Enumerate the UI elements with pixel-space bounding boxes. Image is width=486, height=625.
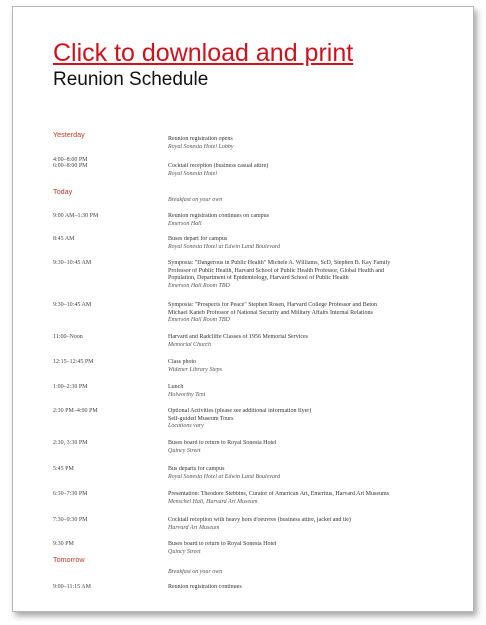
event-details bbox=[168, 334, 453, 349]
event-details bbox=[168, 384, 453, 399]
event-details bbox=[168, 541, 453, 556]
event-description: Cocktail reception with heavy hors d'oeuvres (business attire, jacket and tie) bbox=[168, 517, 351, 523]
event-time: 6:00–8:00 PM bbox=[53, 163, 88, 169]
section-heading: Yesterday bbox=[53, 130, 85, 139]
event-details bbox=[168, 440, 453, 455]
event-location: Locations vary bbox=[168, 423, 204, 430]
event-description: Cocktail reception (business casual attire) bbox=[168, 163, 269, 169]
event-details bbox=[168, 197, 453, 205]
event-location: Royal Sonesta Hotel at Edwin Land Boulevard bbox=[168, 243, 281, 250]
event-details bbox=[168, 136, 453, 151]
event-description: Presentation: Theodore Stebbins, Curator of American Art, Emeritus, Harvard Art Museums bbox=[168, 491, 390, 497]
event-details bbox=[168, 491, 453, 506]
event-location: Memorial Church bbox=[168, 341, 211, 348]
event-details bbox=[168, 466, 453, 481]
event-time: 7:30–9:30 PM bbox=[53, 517, 88, 523]
event-time: 9:30–10:45 AM bbox=[53, 260, 92, 266]
event-time: 12:15–12:45 PM bbox=[53, 359, 94, 365]
event-description: Symposia: "Prospects for Peace" Stephen Rosen, Harvard College Professor and Beton bbox=[168, 302, 378, 308]
event-time: 9:30–10:45 AM bbox=[53, 302, 92, 308]
event-location: Emerson Hall Room TBD bbox=[168, 317, 230, 324]
event-description: Buses board to return to Royal Sonesta Hotel bbox=[168, 541, 277, 547]
event-description: Population, Department of Epidemiology, Harvard School of Public Health bbox=[168, 275, 349, 282]
download-print-link[interactable]: Click to download and print bbox=[53, 39, 354, 67]
event-location: Widener Library Steps bbox=[168, 366, 222, 373]
section-heading: Today bbox=[53, 187, 73, 196]
event-time: 9:00 AM–1:30 PM bbox=[53, 213, 99, 219]
event-details bbox=[168, 584, 453, 592]
event-time: 6:30–7:30 PM bbox=[53, 491, 88, 497]
event-details bbox=[168, 260, 453, 291]
event-details bbox=[168, 408, 453, 431]
event-location: Quincy Street bbox=[168, 548, 201, 555]
event-location: Royal Sonesta Hotel Lobby bbox=[168, 143, 234, 150]
event-time: 11:00–Noon bbox=[53, 334, 83, 340]
event-time: 5:45 PM bbox=[53, 466, 74, 472]
event-location: Menschel Hall, Harvard Art Museum bbox=[168, 498, 258, 505]
event-description: Lunch bbox=[168, 384, 184, 390]
event-description: Symposia: "Dangerous in Public Health" Michele A. Williams, ScD, Stephen B. Kay Family bbox=[168, 260, 391, 266]
event-details bbox=[168, 302, 453, 325]
event-time: 9:30 PM bbox=[53, 541, 74, 547]
event-location: Breakfast on your own bbox=[168, 197, 223, 203]
event-description: Reunion registration continues bbox=[168, 584, 242, 590]
event-details bbox=[168, 569, 453, 577]
event-time: 8:45 AM bbox=[53, 236, 75, 242]
event-description: Self-guided Museum Tours bbox=[168, 415, 234, 422]
event-description: Michael Kaneb Professor of National Security and Military Affairs Internal Relations bbox=[168, 309, 373, 316]
event-location: Breakfast on your own bbox=[168, 569, 223, 575]
event-location: Emerson Hall bbox=[168, 220, 202, 227]
event-location: Harvard Art Museum bbox=[168, 524, 220, 531]
event-description: Buses depart for campus bbox=[168, 236, 228, 242]
event-time: 4:00–8:00 PM bbox=[53, 157, 88, 163]
event-location: Holworthy Tent bbox=[168, 391, 206, 398]
event-description: Reunion registration opens bbox=[168, 136, 233, 142]
event-details bbox=[168, 236, 453, 251]
event-location: Quincy Street bbox=[168, 447, 201, 454]
event-description: Bus departs for campus bbox=[168, 466, 225, 472]
event-details bbox=[168, 359, 453, 374]
document-page bbox=[12, 6, 474, 612]
event-description: Class photo bbox=[168, 359, 197, 365]
event-time: 2:30, 3:30 PM bbox=[53, 440, 88, 446]
event-time: 9:00–11:15 AM bbox=[53, 584, 91, 590]
event-location: Emerson Hall Room TBD bbox=[168, 283, 230, 290]
event-description: Harvard and Radcliffe Classes of 1956 Memorial Services bbox=[168, 334, 309, 340]
section-heading: Tomorrow bbox=[53, 555, 85, 564]
event-details bbox=[168, 213, 453, 228]
event-description: Professor of Public Health, Harvard School of Public Health Professor, Global Health and bbox=[168, 267, 385, 274]
event-time: 2:30 PM–4:00 PM bbox=[53, 408, 98, 414]
event-details bbox=[168, 163, 453, 178]
event-description: Reunion registration continues on campus bbox=[168, 213, 269, 219]
event-location: Royal Sonesta Hotel bbox=[168, 170, 217, 177]
page-title: Reunion Schedule bbox=[53, 69, 209, 90]
event-time: 1:00–2:30 PM bbox=[53, 384, 88, 390]
event-location: Royal Sonesta Hotel at Edwin Land Boulevard bbox=[168, 473, 281, 480]
event-description: Buses board to return to Royal Sonesta Hotel bbox=[168, 440, 277, 446]
event-details bbox=[168, 517, 453, 532]
event-description: Optional Activities (please see additional information flyer) bbox=[168, 408, 312, 414]
